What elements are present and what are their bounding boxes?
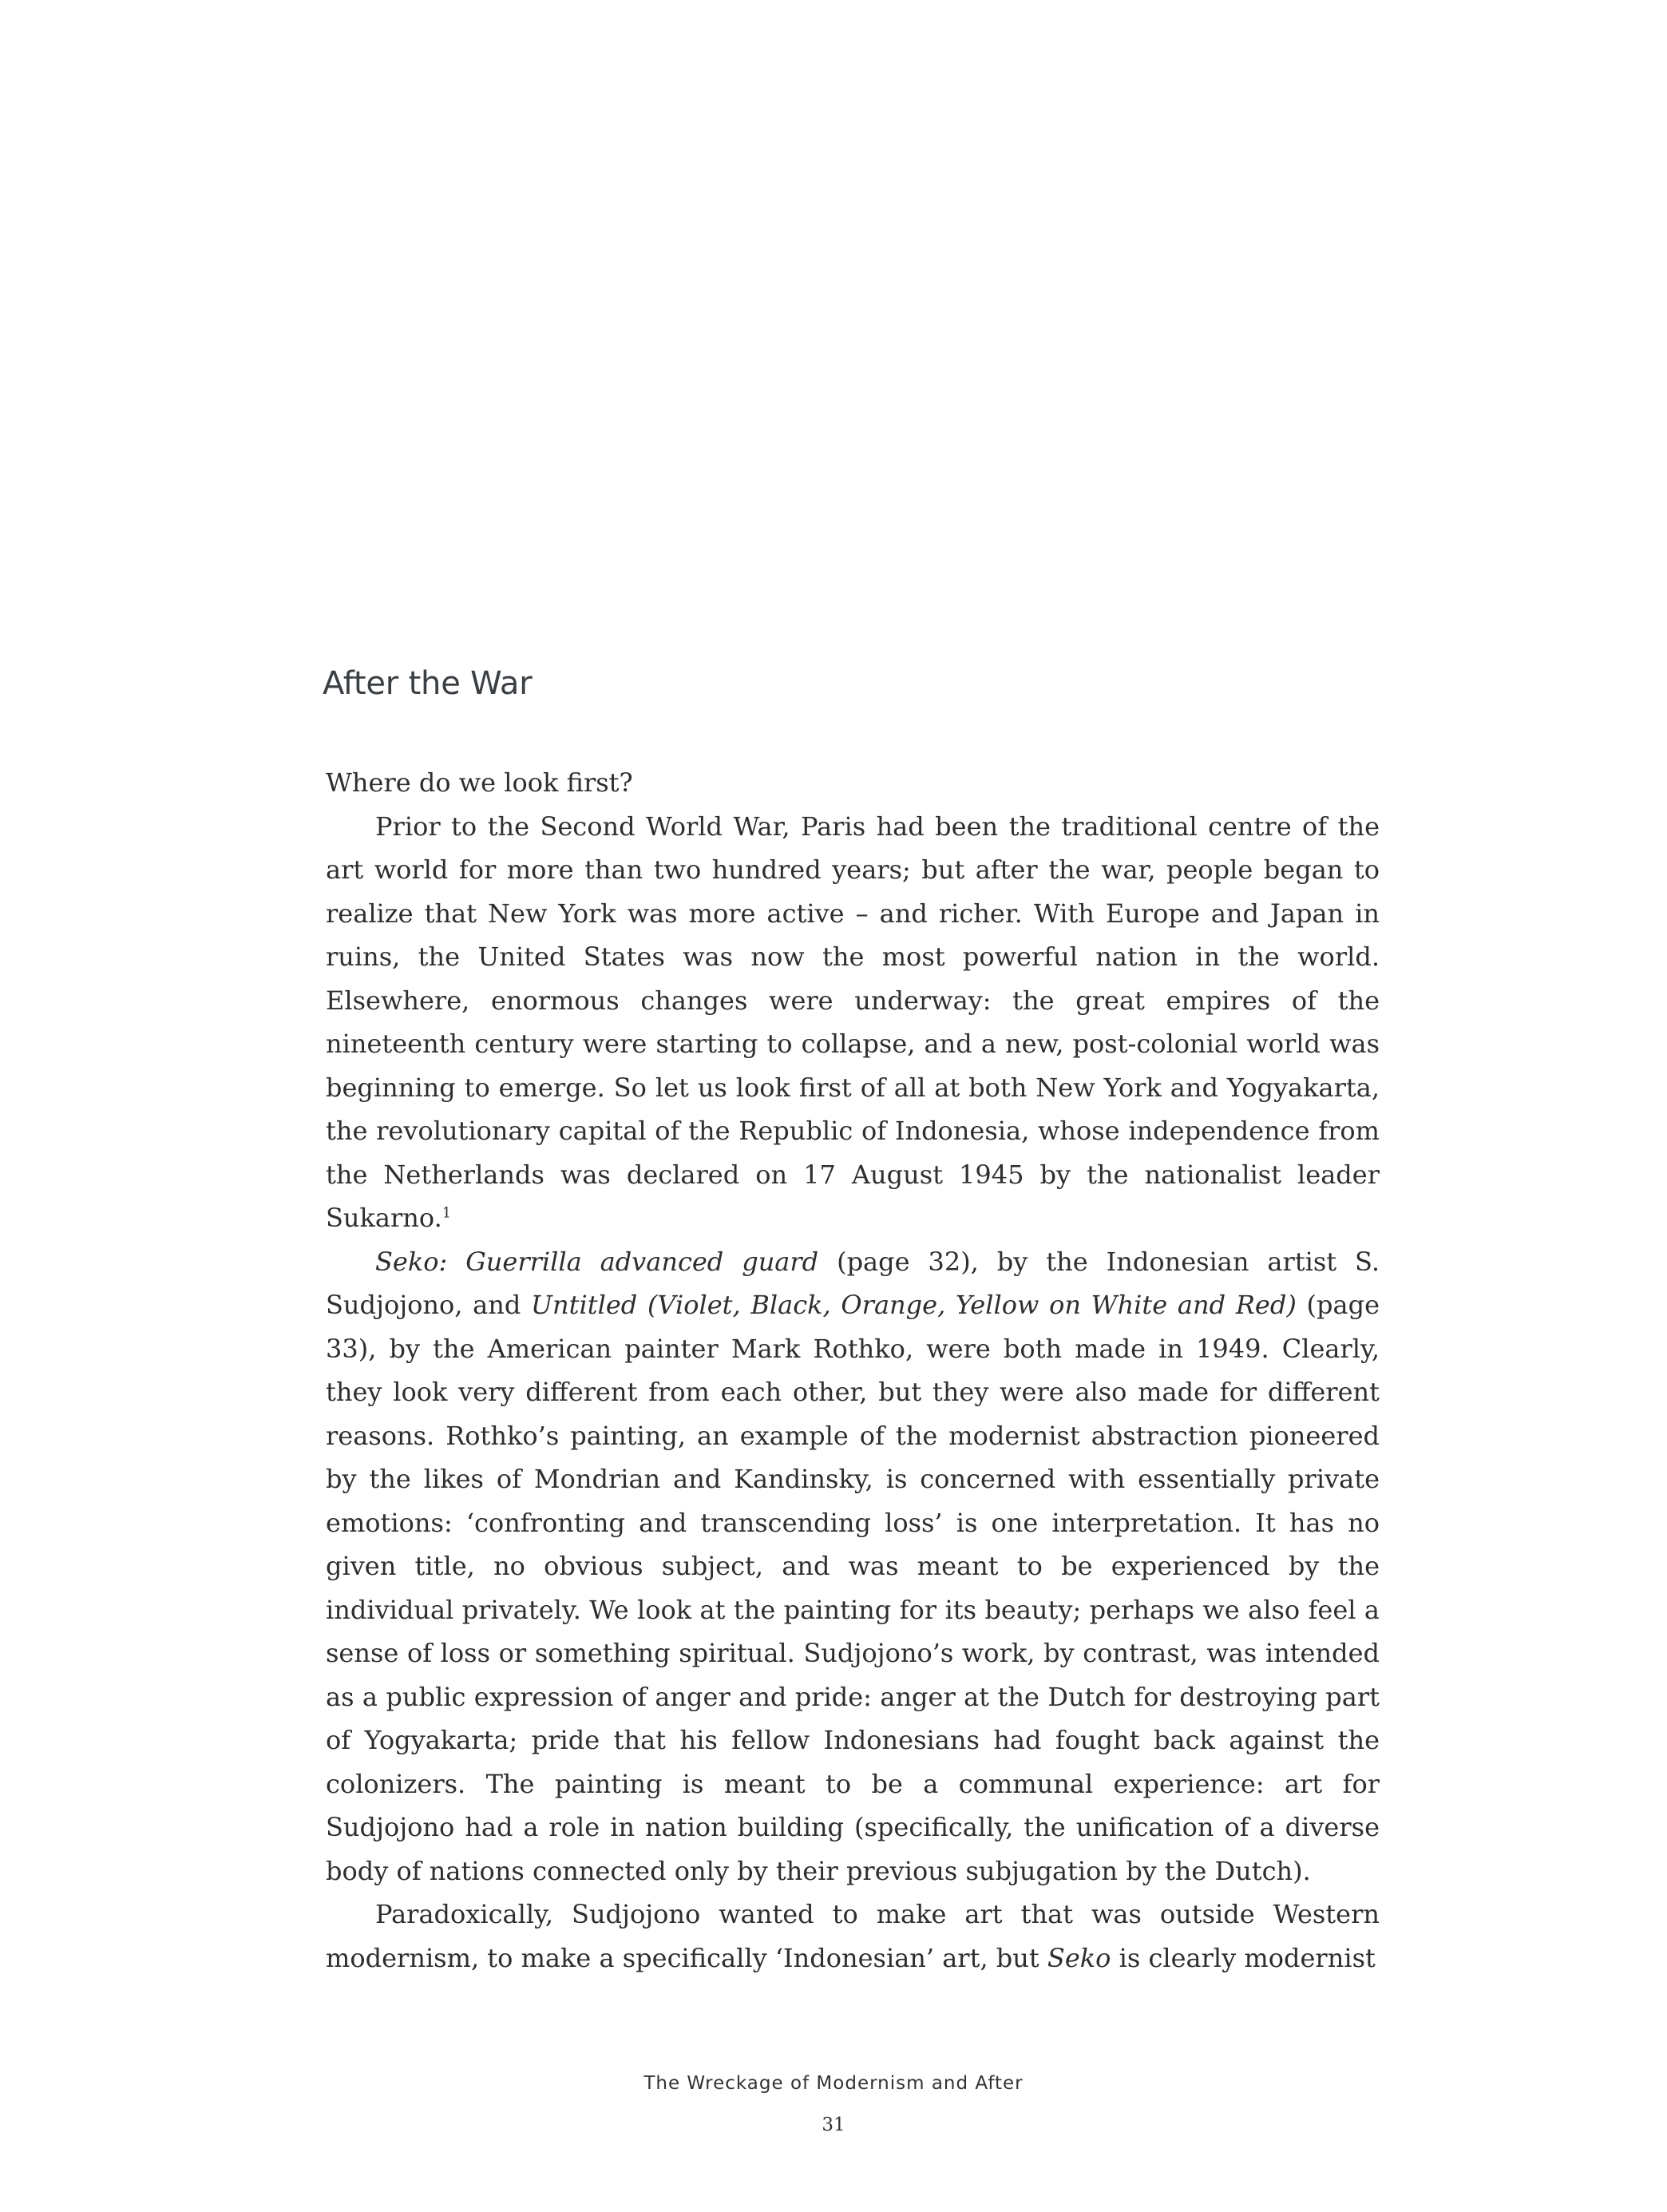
text-segment: Where do we look first? <box>326 767 633 798</box>
text-segment: (page 32), by the Indonesian artist S. Sudjojono, and <box>326 1246 1380 1320</box>
artwork-title: Untitled (Violet, Black, Orange, Yellow on White and Red) <box>531 1290 1297 1320</box>
text-segment: Prior to the Second World War, Paris had been the traditional centre of the art world for more than two hundred years; but after the war, people began to realize that New York was more active – and richer. With Europe and Japan in ruins, the United States was now the most powerful nation in the world. Elsewhere, enormous changes were underway: the great empires of the nineteenth century were starting to collapse, and a new, post-colonial world was beginning to emerge. So let us look first of all at both New York and Yogyakarta, the revolutionary capital of the Republic of Indonesia, whose independence from the Netherlands was declared on 17 August 1945 by the nationalist leader Sukarno. <box>326 811 1380 1233</box>
section-heading: After the War <box>323 665 533 702</box>
artwork-title: Seko <box>1047 1942 1111 1973</box>
body-text <box>326 761 1380 1980</box>
text-segment: (page 33), by the American painter Mark Rothko, were both made in 1949. Clearly, they look very different from each other, but they were also made for different reasons. Rothko’s painting, an example of the modernist abstraction pioneered by the likes of Mondrian and Kandinsky, is concerned with essentially private emotions: ‘confronting and transcending loss’ is one interpretation. It has no given title, no obvious subject, and was meant to be experienced by the individual privately. We look at the painting for its beauty; perhaps we also feel a sense of loss or something spiritual. Sudjojono’s work, by contrast, was intended as a public expression of anger and pride: anger at the Dutch for destroying part of Yogyakarta; pride that his fellow Indonesians had fought back against the colonizers. The painting is meant to be a communal experience: art for Sudjojono had a role in nation building (specifically, the unification of a diverse body of nations connected only by their previous subjugation by the Dutch). <box>326 1290 1380 1886</box>
paragraph-intro <box>326 761 1380 805</box>
paragraph-seko-rothko <box>326 1240 1380 1893</box>
text-segment: Paradoxically, Sudjojono wanted to make art that was outside Western modernism, to make a specifically ‘Indonesian’ art, but <box>326 1899 1380 1973</box>
paragraph-paradoxically <box>326 1893 1380 1980</box>
page-number: 31 <box>822 2115 845 2135</box>
artwork-title: Seko: Guerrilla advanced guard <box>375 1246 819 1277</box>
text-segment: is clearly modernist <box>1111 1942 1376 1973</box>
footnote-marker: 1 <box>441 1204 452 1222</box>
paragraph-paris-new-york <box>326 805 1380 1240</box>
running-footer: The Wreckage of Modernism and After <box>643 2073 1024 2094</box>
